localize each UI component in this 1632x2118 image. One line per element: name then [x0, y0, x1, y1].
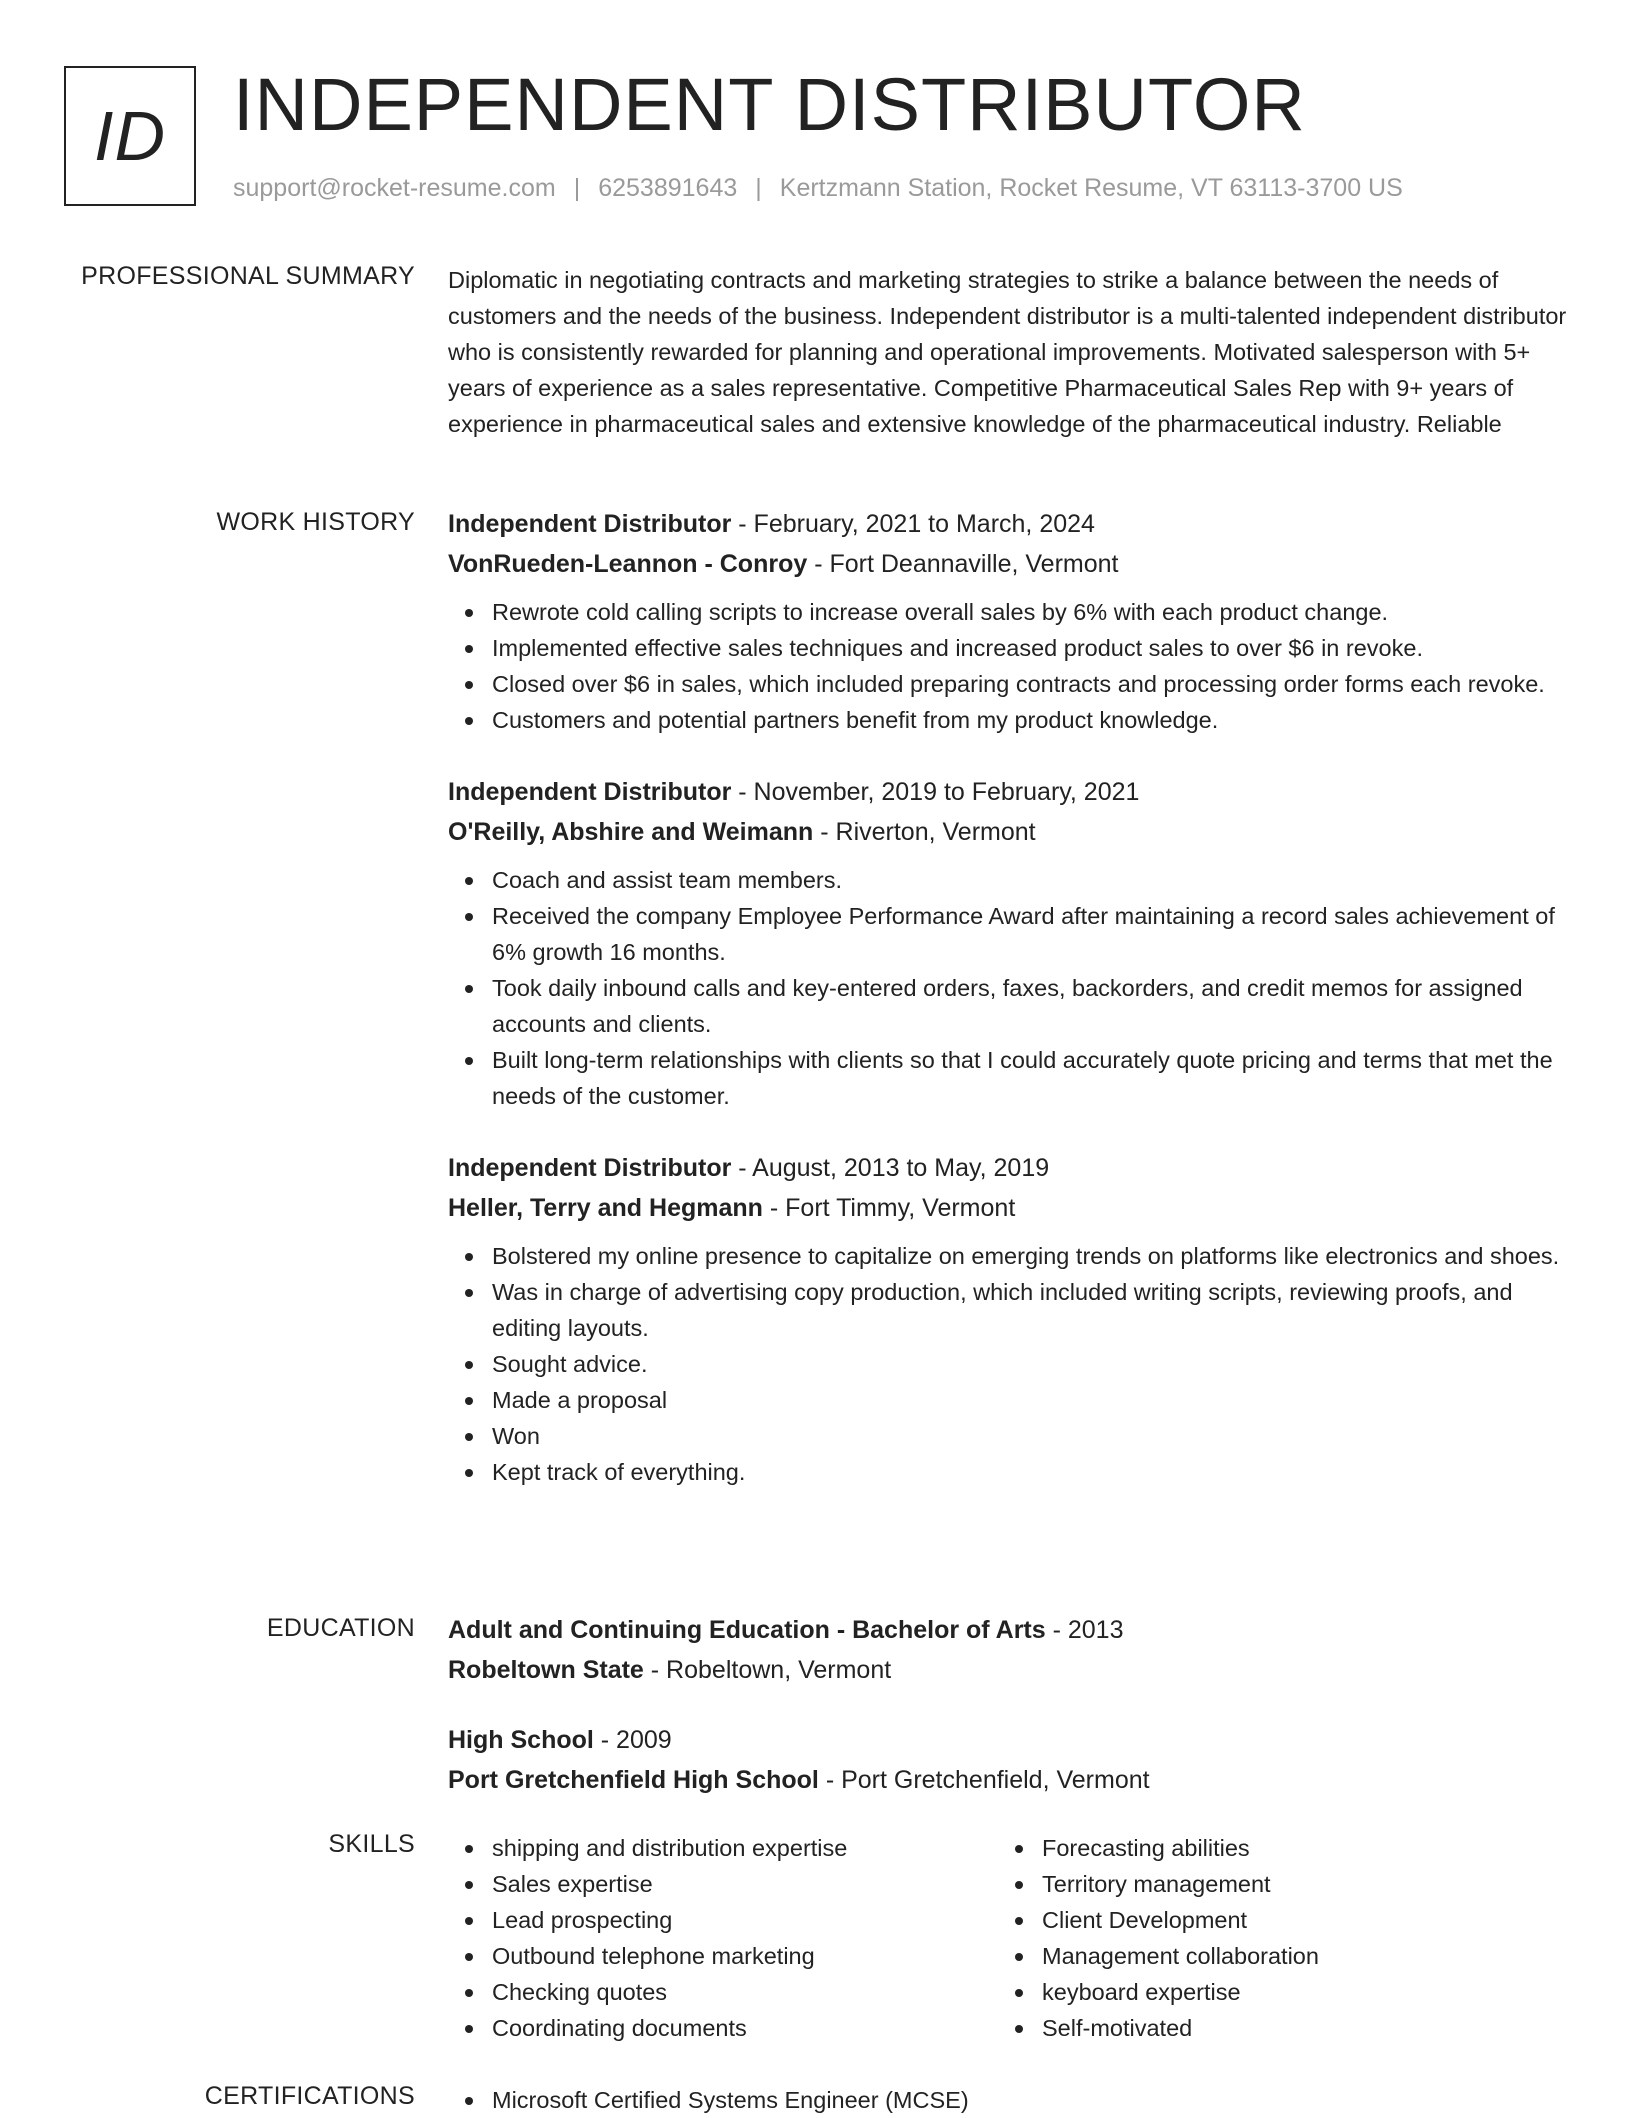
section-title-skills: SKILLS [328, 1830, 415, 1858]
job-bullet: Took daily inbound calls and key-entered orders, faxes, backorders, and credit memos for assigned accounts and clients. [492, 970, 1570, 1042]
section-title-certifications: CERTIFICATIONS [204, 2082, 415, 2110]
monogram-badge [64, 66, 196, 206]
job-title-line [448, 504, 1570, 544]
contact-separator: | [755, 174, 762, 202]
job-bullet: Sought advice. [492, 1346, 1570, 1382]
skill-item: Outbound telephone marketing [492, 1938, 998, 1974]
job-bullet: Customers and potential partners benefit from my product knowledge. [492, 702, 1570, 738]
education-school-line [448, 1650, 1570, 1690]
job-bullet: Coach and assist team members. [492, 862, 1570, 898]
education-degree-line [448, 1610, 1570, 1650]
education-degree: High School [448, 1726, 594, 1754]
job-bullet: Made a proposal [492, 1382, 1570, 1418]
job-role: Independent Distributor [448, 510, 732, 538]
education-degree-line [448, 1720, 1570, 1760]
job-company-line [448, 544, 1570, 584]
job-entry [448, 504, 1570, 738]
job-role: Independent Distributor [448, 778, 732, 806]
job-bullet: Rewrote cold calling scripts to increase overall sales by 6% with each product change. [492, 594, 1570, 630]
skills-list-right [998, 1830, 1548, 2046]
job-dates: - August, 2013 to May, 2019 [731, 1154, 1050, 1182]
education-entry [448, 1610, 1570, 1690]
skill-item: Sales expertise [492, 1866, 998, 1902]
job-location: - Fort Timmy, Vermont [762, 1194, 1016, 1222]
skill-item: Management collaboration [1042, 1938, 1548, 1974]
education-year: - 2009 [593, 1726, 672, 1754]
education-location: - Port Gretchenfield, Vermont [818, 1766, 1150, 1794]
skill-item: Checking quotes [492, 1974, 998, 2010]
contact-email[interactable]: support@rocket-resume.com [233, 174, 556, 202]
job-bullet: Kept track of everything. [492, 1454, 1570, 1490]
section-title-work-history: WORK HISTORY [216, 508, 415, 536]
skill-item: Forecasting abilities [1042, 1830, 1548, 1866]
job-company: Heller, Terry and Hegmann [448, 1194, 763, 1222]
skills-grid [448, 1830, 1570, 2046]
job-role: Independent Distributor [448, 1154, 732, 1182]
job-bullets [448, 862, 1570, 1114]
education-school: Port Gretchenfield High School [448, 1766, 819, 1794]
skill-item: Lead prospecting [492, 1902, 998, 1938]
resume-header [64, 63, 1592, 211]
contact-address: Kertzmann Station, Rocket Resume, VT 63113-3700 US [779, 174, 1403, 202]
job-bullet: Was in charge of advertising copy production, which included writing scripts, reviewing proofs, and editing layouts. [492, 1274, 1570, 1346]
job-title-line [448, 1148, 1570, 1188]
job-location: - Riverton, Vermont [813, 818, 1036, 846]
job-dates: - November, 2019 to February, 2021 [731, 778, 1140, 806]
candidate-name: INDEPENDENT DISTRIBUTOR [233, 63, 1306, 146]
job-bullet: Won [492, 1418, 1570, 1454]
job-company: O'Reilly, Abshire and Weimann [448, 818, 814, 846]
job-entry [448, 1148, 1570, 1490]
education-year: - 2013 [1045, 1616, 1124, 1644]
education-degree: Adult and Continuing Education - Bachelor of Arts [448, 1616, 1046, 1644]
monogram-initials: ID [94, 97, 166, 175]
contact-separator: | [573, 174, 581, 202]
job-title-line [448, 772, 1570, 812]
contact-phone[interactable]: 6253891643 [598, 174, 738, 202]
skill-item: keyboard expertise [1042, 1974, 1548, 2010]
education-school: Robeltown State [448, 1656, 644, 1684]
skill-item: Client Development [1042, 1902, 1548, 1938]
section-title-education: EDUCATION [266, 1614, 415, 1642]
job-bullet: Bolstered my online presence to capitalize on emerging trends on platforms like electronics and shoes. [492, 1238, 1570, 1274]
education-location: - Robeltown, Vermont [643, 1656, 892, 1684]
skill-item: Self-motivated [1042, 2010, 1548, 2046]
skill-item: Territory management [1042, 1866, 1548, 1902]
contact-line [233, 174, 1403, 203]
job-bullet: Closed over $6 in sales, which included preparing contracts and processing order forms each revoke. [492, 666, 1570, 702]
skills-list-left [448, 1830, 998, 2046]
job-bullet: Implemented effective sales techniques and increased product sales to over $6 in revoke. [492, 630, 1570, 666]
job-bullet: Received the company Employee Performance Award after maintaining a record sales achievement of 6% growth 16 months. [492, 898, 1570, 970]
certification-item: Microsoft Certified Systems Engineer (MCSE) [492, 2082, 1570, 2118]
job-dates: - February, 2021 to March, 2024 [731, 510, 1095, 538]
summary-text: Diplomatic in negotiating contracts and marketing strategies to strike a balance between the needs of customers and the needs of the business. Independent distributor is a multi-talented independent distributor who is consistently rewarded for planning and operational improvements. Motivated salesperson with 5+ years of experience as a sales representative. Competitive Pharmaceutical Sales Rep with 9+ years of experience in pharmaceutical sales and extensive knowledge of the pharmaceutical industry. Reliable [448, 267, 1567, 437]
job-bullet: Built long-term relationships with clients so that I could accurately quote pricing and terms that met the needs of the customer. [492, 1042, 1570, 1114]
job-company-line [448, 1188, 1570, 1228]
education-entry [448, 1720, 1570, 1800]
job-bullets [448, 594, 1570, 738]
skill-item: Coordinating documents [492, 2010, 998, 2046]
section-title-summary: PROFESSIONAL SUMMARY [81, 262, 415, 290]
skill-item: shipping and distribution expertise [492, 1830, 998, 1866]
job-location: - Fort Deannaville, Vermont [807, 550, 1119, 578]
certifications-list [448, 2082, 1570, 2118]
job-company: VonRueden-Leannon - Conroy [448, 550, 808, 578]
job-bullets [448, 1238, 1570, 1490]
job-entry [448, 772, 1570, 1114]
job-company-line [448, 812, 1570, 852]
education-school-line [448, 1760, 1570, 1800]
